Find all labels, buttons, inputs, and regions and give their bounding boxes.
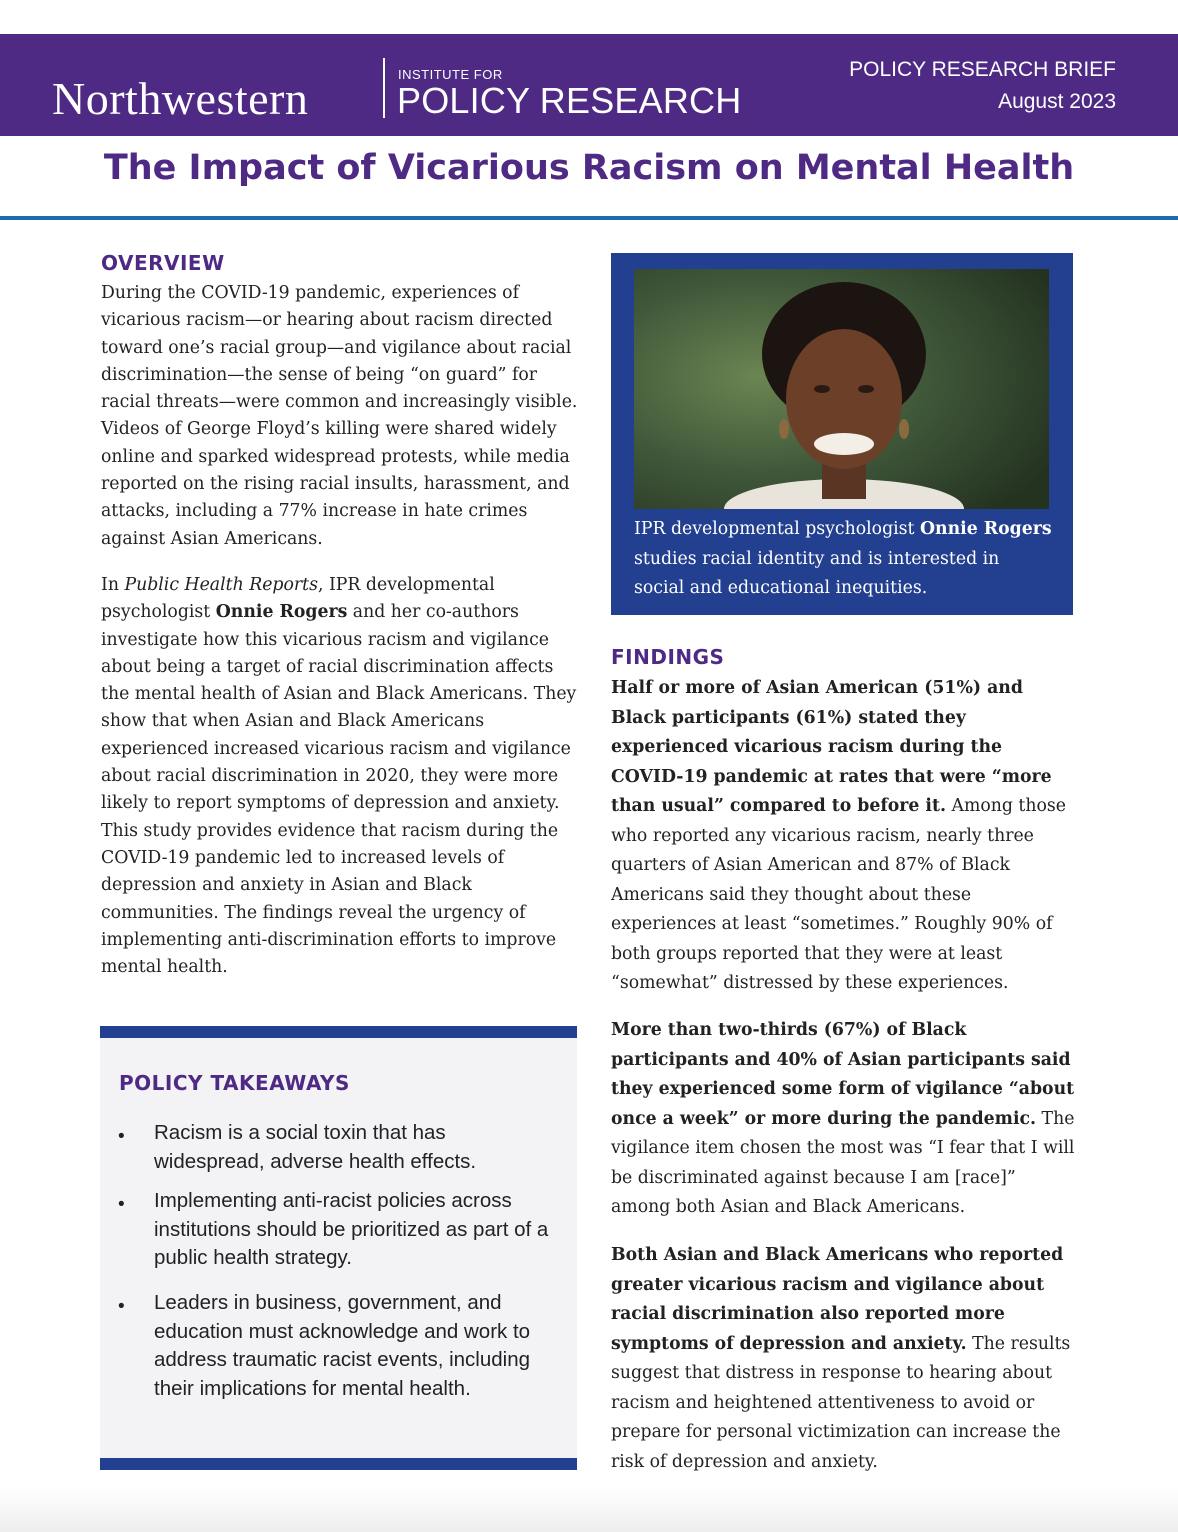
page-title: The Impact of Vicarious Racism on Mental Health	[103, 148, 1075, 188]
finding-3-body: The results suggest that distress in response to hearing about racism and heightened attentiveness to avoid or prepare for personal victimization can increase the risk of depression and anxiety.	[611, 1333, 1071, 1472]
brief-date: August 2023	[998, 90, 1116, 113]
finding-1-body: Among those who reported any vicarious racism, nearly three quarters of Asian American and 87% of Black Americans said they thought about these experiences at least “sometimes.” Roughly 90% of both groups reported that they were at least “somewhat” distressed by these experiences.	[611, 796, 1066, 993]
logo-divider	[383, 58, 385, 118]
finding-2-lead: More than two-thirds (67%) of Black participants and 40% of Asian participants said they experienced some form of vigilance “about once a week” or more during the pandemic.	[611, 1020, 1075, 1129]
finding-1	[611, 674, 1079, 999]
takeaway-item: Implementing anti-racist policies across institutions should be prioritized as part of a public health strategy.	[154, 1189, 549, 1269]
bullet-marker: •	[118, 1194, 125, 1215]
bullet-marker: •	[118, 1126, 125, 1147]
researcher-name: Onnie Rogers	[215, 602, 348, 623]
finding-3-lead: Both Asian and Black Americans who reported greater vicarious racism and vigilance about racial discrimination also reported more symptoms of depression and anxiety.	[611, 1245, 1064, 1354]
overview-paragraph-1: During the COVID-19 pandemic, experiences of vicarious racism—or hearing about racism directed toward one’s racial group—and vigilance about racial discrimination—the sense of being “on guard” for racial threats—were common and increasingly visible. Videos of George Floyd’s killing were shared widely online and sparked widespread protests, while media reported on the rising racial insults, harassment, and attacks, including a 77% increase in hate crimes against Asian Americans.	[101, 283, 578, 549]
portrait-illustration	[634, 269, 1049, 509]
takeaways-top-rule	[100, 1026, 577, 1038]
ipr-logo-large: POLICY RESEARCH	[397, 80, 742, 121]
brief-type: POLICY RESEARCH BRIEF	[849, 58, 1116, 81]
caption-lead: IPR developmental psychologist	[634, 519, 920, 539]
finding-1-lead: Half or more of Asian American (51%) and Black participants (61%) stated they experienced vicarious racism during the COVID-19 pandemic at rates that were “more than usual” compared to before it.	[611, 678, 1052, 816]
bullet-marker: •	[118, 1296, 125, 1317]
caption-rest: studies racial identity and is interested in social and educational inequities.	[634, 548, 1000, 598]
caption-name: Onnie Rogers	[919, 519, 1052, 539]
takeaways-bottom-rule	[100, 1458, 577, 1470]
portrait-photo	[634, 269, 1049, 509]
findings-heading: FINDINGS	[611, 645, 725, 669]
ipr-logo-small: INSTITUTE FOR	[398, 67, 503, 82]
photo-box	[611, 253, 1073, 615]
overview-paragraph-2	[101, 572, 581, 981]
title-divider	[0, 216, 1178, 220]
overview-heading: OVERVIEW	[101, 251, 225, 275]
finding-3	[611, 1241, 1079, 1477]
finding-2	[611, 1016, 1079, 1223]
p2-mid: , IPR developmental psychologist	[101, 575, 495, 623]
northwestern-logo: Northwestern	[52, 73, 309, 124]
photo-caption	[634, 515, 1054, 604]
takeaways-heading: POLICY TAKEAWAYS	[119, 1071, 350, 1095]
takeaway-item: Leaders in business, government, and education must acknowledge and work to address traumatic racist events, including their implications for mental health.	[154, 1291, 531, 1400]
p2-lead: In	[101, 575, 125, 595]
page-footer	[0, 1488, 1178, 1532]
finding-2-body: The vigilance item chosen the most was “I fear that I will be discriminated against because I am [race]” among both Asian and Black Americans.	[611, 1108, 1075, 1217]
p2-rest: and her co-authors investigate how this vicarious racism and vigilance about being a target of racial discrimination affects the mental health of Asian and Black Americans. They show that when Asian and Black Americans experienced increased vicarious racism and vigilance about racial discrimination in 2020, they were more likely to report symptoms of depression and anxiety. This study provides evidence that racism during the COVID-19 pandemic led to increased levels of depression and anxiety in Asian and Black communities. The findings reveal the urgency of implementing anti-discrimination efforts to improve mental health.	[101, 602, 577, 978]
journal-name: Public Health Reports	[124, 575, 318, 595]
takeaway-item: Racism is a social toxin that has widespread, adverse health effects.	[154, 1121, 477, 1173]
header-bar	[0, 34, 1178, 136]
